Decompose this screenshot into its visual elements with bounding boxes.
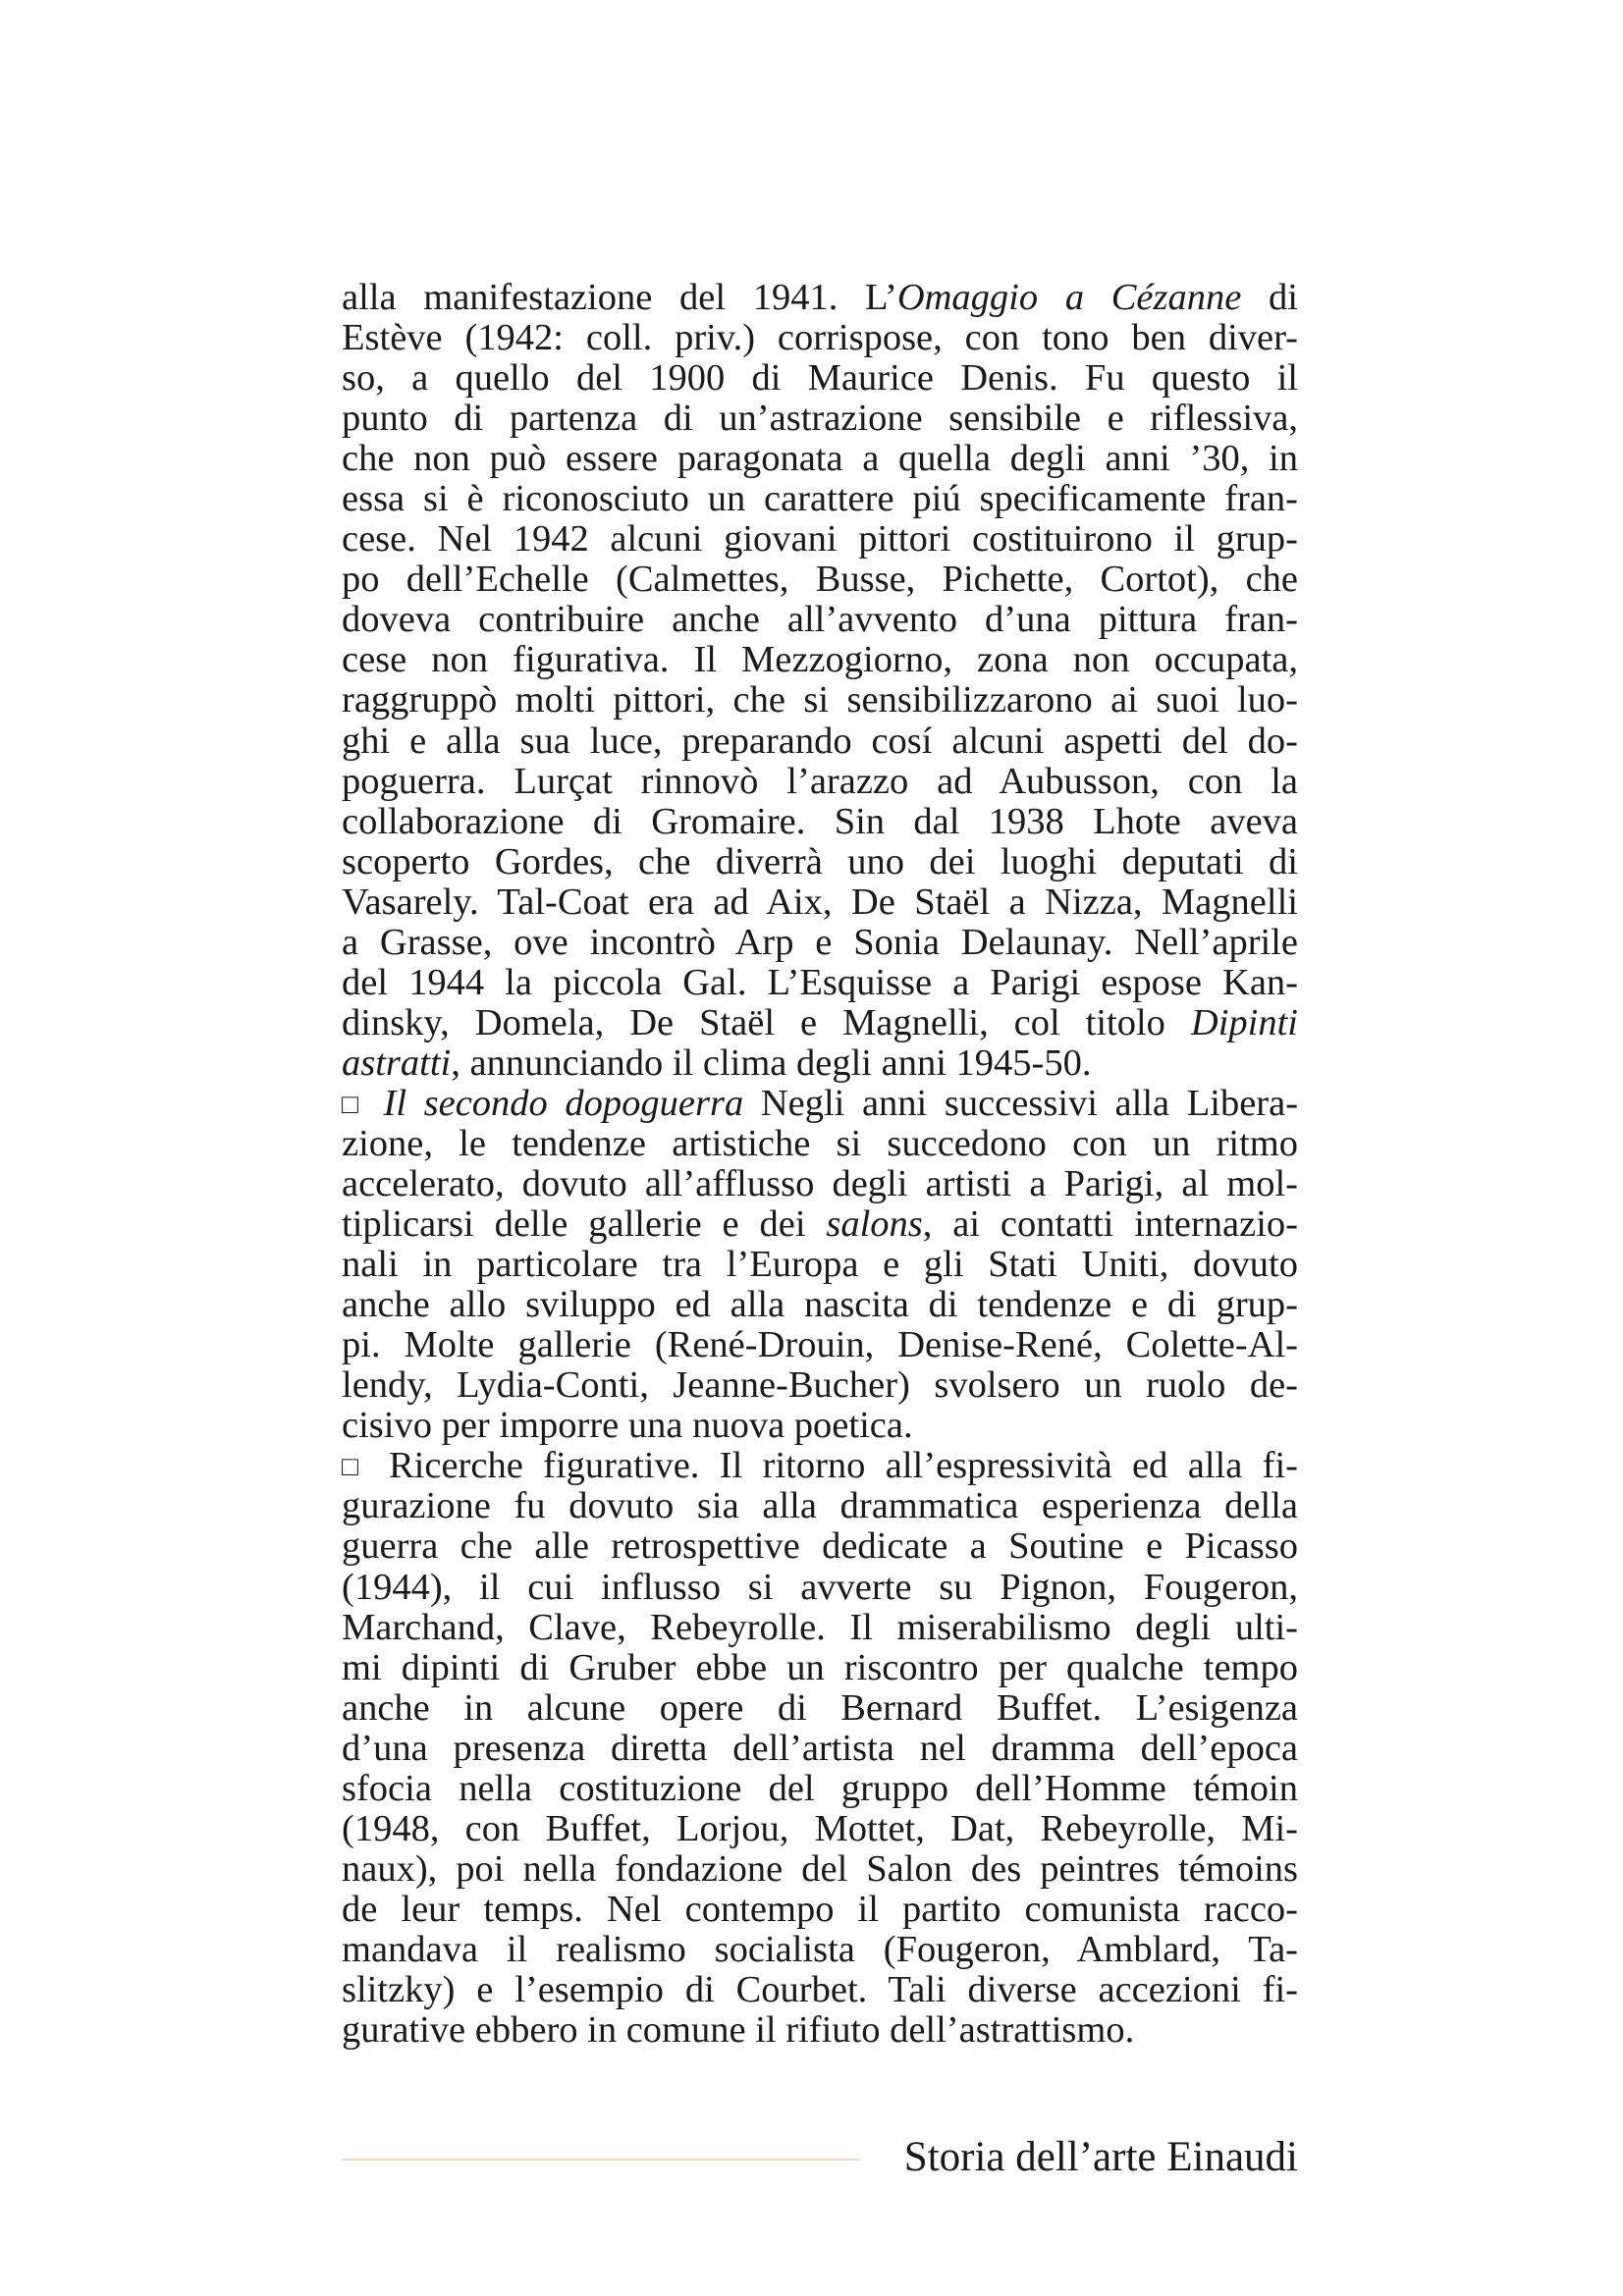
text-span: slitzky) e l’esempio di Courbet. Tali diverse accezioni fi-	[342, 1968, 1298, 2010]
text-line	[342, 439, 1298, 479]
text-line	[342, 1729, 1298, 1769]
italic-span: astratti	[342, 1041, 452, 1084]
text-span: mi dipinti di Gruber ebbe un riscontro per qualche tempo	[342, 1646, 1298, 1688]
text-line	[342, 680, 1298, 721]
text-line	[342, 1285, 1298, 1325]
text-span: gurative ebbero in comune il rifiuto dell’astrattismo.	[342, 2009, 1135, 2052]
text-line	[342, 721, 1298, 762]
italic-span: Dipinti	[1190, 1001, 1298, 1043]
footer-rule	[342, 2159, 860, 2161]
text-span: d’una presenza diretta dell’artista nel dramma dell’epoca	[342, 1727, 1298, 1769]
text-line	[342, 1648, 1298, 1688]
text-line	[342, 560, 1298, 600]
text-line	[342, 640, 1298, 680]
text-line	[342, 1930, 1298, 1970]
text-line	[342, 923, 1298, 963]
text-span: so, a quello del 1900 di Maurice Denis. Fu questo il	[342, 357, 1298, 400]
section-box-icon: □	[342, 1089, 366, 1120]
text-line	[342, 479, 1298, 519]
text-span: guerra che alle retrospettive dedicate a Soutine e Picasso	[342, 1525, 1298, 1568]
text-line	[342, 1688, 1298, 1729]
text-line	[342, 762, 1298, 802]
text-span: po dell’Echelle (Calmettes, Busse, Pichette, Cortot), che	[342, 559, 1298, 601]
body-text	[342, 278, 1298, 2051]
text-line	[342, 1245, 1298, 1285]
text-span: anche in alcune opere di Bernard Buffet. L’esigenza	[342, 1686, 1298, 1729]
text-span: pi. Molte gallerie (René-Drouin, Denise-René, Colette-Al-	[342, 1324, 1298, 1366]
text-line	[342, 1446, 1298, 1486]
text-span: nali in particolare tra l’Europa e gli Stati Uniti, dovuto	[342, 1244, 1298, 1286]
text-line	[342, 1608, 1298, 1648]
text-line	[342, 963, 1298, 1003]
text-span: del 1944 la piccola Gal. L’Esquisse a Parigi espose Kan-	[342, 961, 1298, 1003]
text-span: di	[1241, 277, 1298, 318]
text-line	[342, 1526, 1298, 1567]
text-span: cese. Nel 1942 alcuni giovani pittori costituirono il grup-	[342, 518, 1298, 561]
text-line	[342, 1970, 1298, 2010]
text-span: essa si è riconosciuto un carattere piú specificamente fran-	[342, 478, 1298, 520]
text-span: scoperto Gordes, che diverrà uno dei luoghi deputati di	[342, 840, 1298, 882]
text-span	[366, 1083, 384, 1124]
text-span: dinsky, Domela, De Staël e Magnelli, col titolo	[342, 1001, 1191, 1043]
text-span: anche allo sviluppo ed alla nascita di tendenze e di grup-	[342, 1284, 1298, 1326]
text-line	[342, 1769, 1298, 1809]
text-span: lendy, Lydia-Conti, Jeanne-Bucher) svolsero un ruolo de-	[342, 1364, 1298, 1407]
text-line	[342, 1003, 1298, 1043]
text-span: tiplicarsi delle gallerie e dei	[342, 1203, 827, 1246]
text-span: naux), poi nella fondazione del Salon des peintres témoins	[342, 1847, 1298, 1890]
text-span: (1948, con Buffet, Lorjou, Mottet, Dat, Rebeyrolle, Mi-	[342, 1807, 1298, 1849]
text-span: zione, le tendenze artistiche si succedono con un ritmo	[342, 1122, 1298, 1164]
text-span: Ricerche figurative. Il ritorno all’espressività ed alla fi-	[368, 1445, 1298, 1487]
text-span: poguerra. Lurçat rinnovò l’arazzo ad Aubusson, con la	[342, 760, 1298, 802]
text-line	[342, 802, 1298, 842]
text-line	[342, 1568, 1298, 1608]
text-line	[342, 1325, 1298, 1365]
text-span: , ai contatti internazio-	[922, 1203, 1298, 1246]
text-line	[342, 318, 1298, 358]
text-span: doveva contribuire anche all’avvento d’una pittura fran-	[342, 599, 1298, 641]
section-box-icon: □	[342, 1452, 369, 1483]
text-span: cisivo per imporre una nuova poetica.	[342, 1405, 913, 1447]
italic-span: salons	[826, 1203, 923, 1246]
text-span: accelerato, dovuto all’afflusso degli artisti a Parigi, al mol-	[342, 1163, 1298, 1205]
text-span: punto di partenza di un’astrazione sensibile e riflessiva,	[342, 398, 1298, 440]
text-line	[342, 1486, 1298, 1526]
text-line	[342, 1124, 1298, 1164]
text-span: sfocia nella costituzione del gruppo dell’Homme témoin	[342, 1767, 1298, 1809]
text-line	[342, 1204, 1298, 1245]
text-line	[342, 600, 1298, 640]
text-line	[342, 1849, 1298, 1890]
text-span: , annunciando il clima degli anni 1945-50.	[451, 1041, 1092, 1084]
text-line	[342, 1406, 1298, 1446]
text-line	[342, 1084, 1298, 1124]
text-span: de leur temps. Nel contempo il partito comunista racco-	[342, 1888, 1298, 1930]
text-span: mandava il realismo socialista (Fougeron, Amblard, Ta-	[342, 1928, 1298, 1970]
text-line	[342, 519, 1298, 560]
text-span: Negli anni successivi alla Libera-	[743, 1082, 1299, 1124]
text-span: Vasarely. Tal-Coat era ad Aix, De Staël a Nizza, Magnelli	[342, 881, 1298, 923]
text-span: a Grasse, ove incontrò Arp e Sonia Delaunay. Nell’aprile	[342, 921, 1298, 963]
italic-span: Omaggio a Cézanne	[896, 277, 1242, 318]
text-line	[342, 1890, 1298, 1930]
text-span: Marchand, Clave, Rebeyrolle. Il miserabilismo degli ulti-	[342, 1606, 1298, 1648]
text-span: che non può essere paragonata a quella degli anni ’30, in	[342, 438, 1298, 480]
text-span: collaborazione di Gromaire. Sin dal 1938 Lhote aveva	[342, 800, 1298, 842]
text-line	[342, 358, 1298, 399]
text-line	[342, 1809, 1298, 1849]
text-span: alla manifestazione del 1941. L’	[342, 277, 897, 318]
text-line	[342, 278, 1298, 318]
text-line	[342, 2010, 1298, 2051]
italic-span: Il secondo dopoguerra	[383, 1082, 744, 1124]
text-line	[342, 399, 1298, 439]
text-line	[342, 842, 1298, 882]
text-span: raggruppò molti pittori, che si sensibilizzarono ai suoi luo-	[342, 679, 1298, 721]
text-span: cese non figurativa. Il Mezzogiorno, zona non occupata,	[342, 639, 1298, 681]
text-span: ghi e alla sua luce, preparando cosí alcuni aspetti del do-	[342, 720, 1298, 762]
text-line	[342, 1043, 1298, 1084]
text-span: gurazione fu dovuto sia alla drammatica esperienza della	[342, 1485, 1298, 1527]
text-line	[342, 1164, 1298, 1204]
text-line	[342, 882, 1298, 923]
text-span: (1944), il cui influsso si avverte su Pignon, Fougeron,	[342, 1566, 1298, 1608]
text-span: Estève (1942: coll. priv.) corrispose, con tono ben diver-	[342, 317, 1298, 359]
footer-publisher: Storia dell’arte Einaudi	[903, 2134, 1298, 2180]
text-line	[342, 1365, 1298, 1406]
